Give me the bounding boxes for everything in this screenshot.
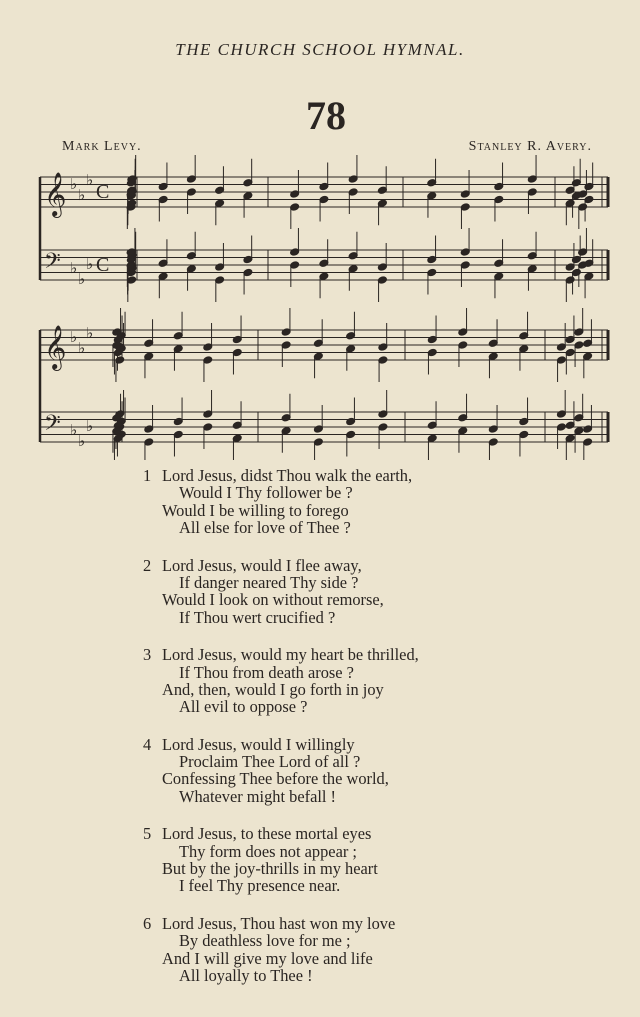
verse-line: If Thou wert crucified ? xyxy=(179,607,336,627)
verse-number: 5 xyxy=(143,824,152,844)
composer-credit: Stanley R. Avery. xyxy=(468,139,592,154)
verse xyxy=(143,736,543,806)
verse-line: If danger neared Thy side ? xyxy=(179,572,359,592)
verse-number: 6 xyxy=(143,913,152,933)
flat-icon: ♭ xyxy=(86,324,94,342)
flat-icon: ♭ xyxy=(70,259,78,277)
verse-line: I feel Thy presence near. xyxy=(179,876,341,896)
verse-number: 3 xyxy=(143,645,152,665)
common-time-icon: C xyxy=(96,254,110,276)
verse-line: All loyally to Thee ! xyxy=(179,965,313,985)
verse-line: Lord Jesus, to these mortal eyes xyxy=(162,824,372,844)
verse-line: Would I be willing to forego xyxy=(162,500,349,520)
hymn-number: 78 xyxy=(306,93,346,138)
verse xyxy=(143,646,543,716)
verse-line: And, then, would I go forth in joy xyxy=(162,679,384,699)
flat-icon: ♭ xyxy=(78,270,86,288)
verse-line: Would I look on without remorse, xyxy=(162,590,384,610)
verse-line: Lord Jesus, would I flee away, xyxy=(162,555,362,575)
treble-clef-icon: 𝄞 xyxy=(44,172,67,216)
verse-number: 2 xyxy=(143,555,152,575)
verse xyxy=(143,915,543,985)
verse-line: Lord Jesus, didst Thou walk the earth, xyxy=(162,466,413,485)
verse xyxy=(143,467,543,537)
verse-line: Lord Jesus, Thou hast won my love xyxy=(162,913,396,933)
verse-number: 1 xyxy=(143,466,152,485)
bass-clef-icon: 𝄢 xyxy=(44,411,61,441)
verse-line: Lord Jesus, would I willingly xyxy=(162,734,355,754)
flat-icon: ♭ xyxy=(78,339,86,357)
flat-icon: ♭ xyxy=(78,432,86,450)
bass-clef-icon: 𝄢 xyxy=(44,249,61,279)
verse-line: And I will give my love and life xyxy=(162,948,373,968)
verses xyxy=(143,467,543,1004)
verse-line: Proclaim Thee Lord of all ? xyxy=(179,752,361,772)
common-time-icon: C xyxy=(96,181,110,203)
verse-line: Confessing Thee before the world, xyxy=(162,769,389,789)
flat-icon: ♭ xyxy=(70,421,78,439)
verse-line: But by the joy-thrills in my heart xyxy=(162,859,378,879)
running-title: THE CHURCH SCHOOL HYMNAL. xyxy=(175,40,465,59)
flat-icon: ♭ xyxy=(86,255,94,273)
verse-line: Thy form does not appear ; xyxy=(179,841,357,861)
flat-icon: ♭ xyxy=(78,186,86,204)
verse xyxy=(143,825,543,895)
treble-clef-icon: 𝄞 xyxy=(44,325,67,369)
verse-line: Lord Jesus, would my heart be thrilled, xyxy=(162,645,419,665)
sheet-music xyxy=(0,0,640,460)
verse-line: By deathless love for me ; xyxy=(179,931,351,951)
verse-line: If Thou from death arose ? xyxy=(179,662,354,682)
flat-icon: ♭ xyxy=(86,417,94,435)
verse-line: All else for love of Thee ? xyxy=(179,518,351,538)
verse xyxy=(143,557,543,627)
verse-number: 4 xyxy=(143,734,152,754)
author-credit: Mark Levy. xyxy=(62,139,142,154)
verse-line: All evil to oppose ? xyxy=(179,697,308,717)
flat-icon: ♭ xyxy=(70,175,78,193)
flat-icon: ♭ xyxy=(70,328,78,346)
flat-icon: ♭ xyxy=(86,171,94,189)
verse-line: Would I Thy follower be ? xyxy=(179,483,353,503)
verse-line: Whatever might befall ! xyxy=(179,786,337,806)
